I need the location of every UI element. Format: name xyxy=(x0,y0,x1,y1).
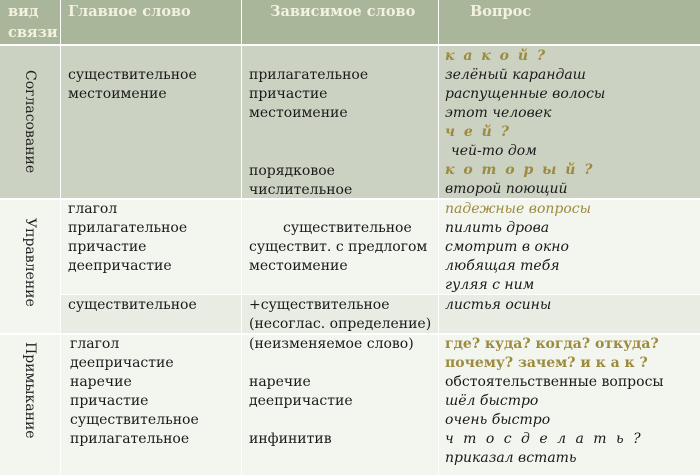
example: смотрит в окно xyxy=(445,239,569,255)
example: шёл быстро xyxy=(445,393,539,409)
government-sub-dependent xyxy=(249,296,431,334)
list-item: местоимение xyxy=(68,86,167,102)
question-whose: ч е й ? xyxy=(445,124,511,140)
example: любящая тебя xyxy=(445,258,560,274)
list-item: существительное xyxy=(70,412,199,428)
list-item: числительное xyxy=(249,182,353,198)
list-item: существительное xyxy=(68,297,197,313)
header-dependent-word: Зависимое слово xyxy=(270,3,416,20)
example: распущенные волосы xyxy=(445,86,606,102)
example: чей-то дом xyxy=(451,143,537,159)
header-type-line2: связи xyxy=(8,24,58,41)
agreement-questions xyxy=(445,47,605,199)
example: гуляя с ним xyxy=(445,277,535,293)
example: очень быстро xyxy=(445,412,551,428)
agreement-label: Согласование xyxy=(22,70,38,174)
list-item: причастие xyxy=(68,239,147,255)
list-item: местоимение xyxy=(249,258,348,274)
list-item: существительное xyxy=(68,67,197,83)
list-item: наречие xyxy=(249,374,311,390)
government-dependent-words xyxy=(249,219,427,276)
government-sub-main xyxy=(68,296,197,315)
header-type-line1: вид xyxy=(8,3,39,20)
list-item: прилагательное xyxy=(68,220,188,236)
government-sub-question xyxy=(445,296,551,315)
list-item: наречие xyxy=(70,374,132,390)
adjunction-questions xyxy=(445,335,664,468)
adjunction-dependent-words xyxy=(249,335,414,449)
list-item: прилагательное xyxy=(70,431,190,447)
question-what-to-do: ч т о с д е л а т ь ? xyxy=(445,431,644,447)
list-item: существительное xyxy=(283,220,412,236)
agreement-main-words xyxy=(68,66,197,104)
question-adverbial: обстоятельственные вопросы xyxy=(445,374,664,390)
adjunction-label: Примыкание xyxy=(22,342,38,439)
example: листья осины xyxy=(445,297,552,313)
question-which: к а к о й ? xyxy=(445,48,548,64)
example: второй поющий xyxy=(445,181,568,197)
list-item: порядковое xyxy=(249,163,335,179)
government-main-words xyxy=(68,200,187,276)
table-header xyxy=(0,0,700,44)
header-question: Вопрос xyxy=(470,3,532,20)
list-item: причастие xyxy=(249,86,328,102)
list-item: местоимение xyxy=(249,105,348,121)
question-why-how: почему? зачем? и к а к ? xyxy=(445,355,648,371)
adjunction-main-words xyxy=(70,335,199,449)
list-item: деепричастие xyxy=(70,355,174,371)
header-main-word: Главное слово xyxy=(68,3,191,20)
question-case: падежные вопросы xyxy=(445,201,592,217)
example: приказал встать xyxy=(445,450,577,466)
government-questions xyxy=(445,200,591,295)
list-item: прилагательное xyxy=(249,67,369,83)
list-item: деепричастие xyxy=(249,393,353,409)
government-label: Управление xyxy=(22,218,38,307)
question-which-ordinal: к о т о р ы й ? xyxy=(445,162,595,178)
list-item: инфинитив xyxy=(249,431,332,447)
example: этот человек xyxy=(445,105,552,121)
agreement-dependent-words xyxy=(249,66,368,123)
agreement-dependent-words-2 xyxy=(249,162,352,200)
list-item: существит. с предлогом xyxy=(249,239,428,255)
list-item: глагол xyxy=(70,336,120,352)
list-item: причастие xyxy=(70,393,149,409)
question-circumstance: где? куда? когда? откуда? xyxy=(445,336,659,352)
list-item: глагол xyxy=(68,201,118,217)
list-item: (несоглас. определение) xyxy=(249,316,432,332)
list-item: +существительное xyxy=(249,297,390,313)
list-item: деепричастие xyxy=(68,258,172,274)
example: пилить дрова xyxy=(445,220,550,236)
example: зелёный карандаш xyxy=(445,67,586,83)
list-item: (неизменяемое слово) xyxy=(249,336,414,352)
